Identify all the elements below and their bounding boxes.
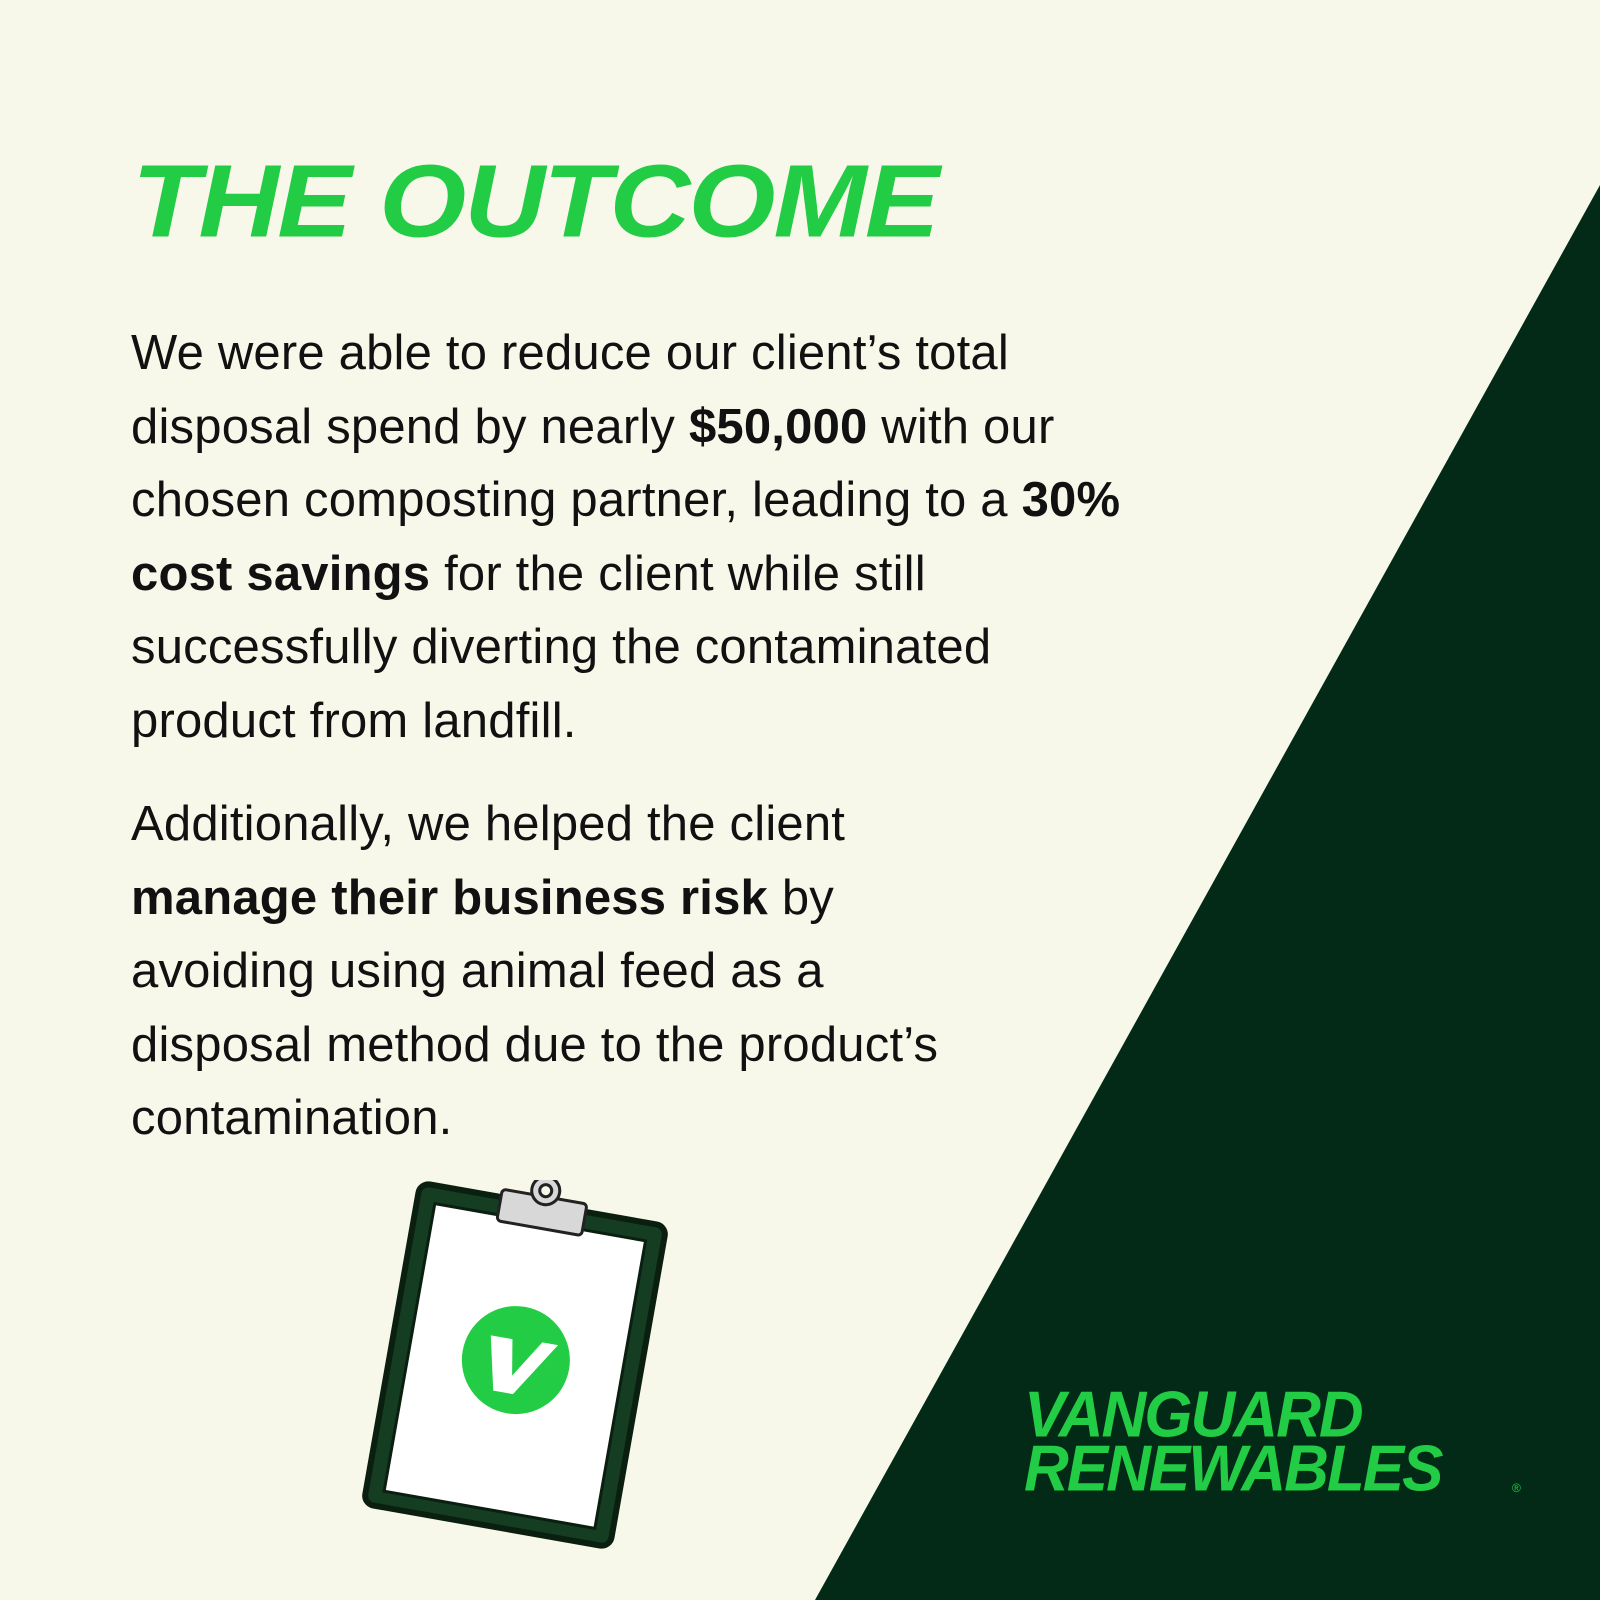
highlight-business-risk: manage their business risk xyxy=(131,870,769,925)
paragraph-line: disposal method due to the product’s xyxy=(131,1017,939,1072)
outcome-paragraph-2 xyxy=(131,788,1211,1156)
logo-line-2: RENEWABLES xyxy=(1024,1432,1442,1506)
paragraph-line: successfully diverting the contaminated xyxy=(131,620,992,674)
paragraph-line: cost savings for the client while still xyxy=(131,546,926,601)
highlight-savings-amount: $50,000 xyxy=(688,399,868,454)
page-title: THE OUTCOME xyxy=(132,143,938,259)
paragraph-line: chosen composting partner, leading to a 30% xyxy=(131,473,1121,527)
paragraph-line: We were able to reduce our client’s total xyxy=(131,326,1009,380)
paragraph-line: disposal spend by nearly $50,000 with our xyxy=(131,399,1055,454)
clipboard-checkmark-icon xyxy=(350,1180,680,1550)
outcome-paragraph-1 xyxy=(131,317,1211,758)
paragraph-line: Additionally, we helped the client xyxy=(131,797,846,851)
highlight-percent: 30% xyxy=(1021,473,1121,527)
paragraph-line: product from landfill. xyxy=(131,693,577,748)
logo-line-1: VANGUARD xyxy=(1024,1378,1362,1452)
vanguard-renewables-logo xyxy=(1024,1378,1544,1517)
paragraph-line: manage their business risk by xyxy=(131,870,834,925)
paragraph-line: avoiding using animal feed as a xyxy=(131,944,824,998)
paragraph-line: contamination. xyxy=(131,1091,453,1145)
registered-mark: ® xyxy=(1512,1481,1521,1495)
highlight-cost-savings: cost savings xyxy=(131,546,431,601)
